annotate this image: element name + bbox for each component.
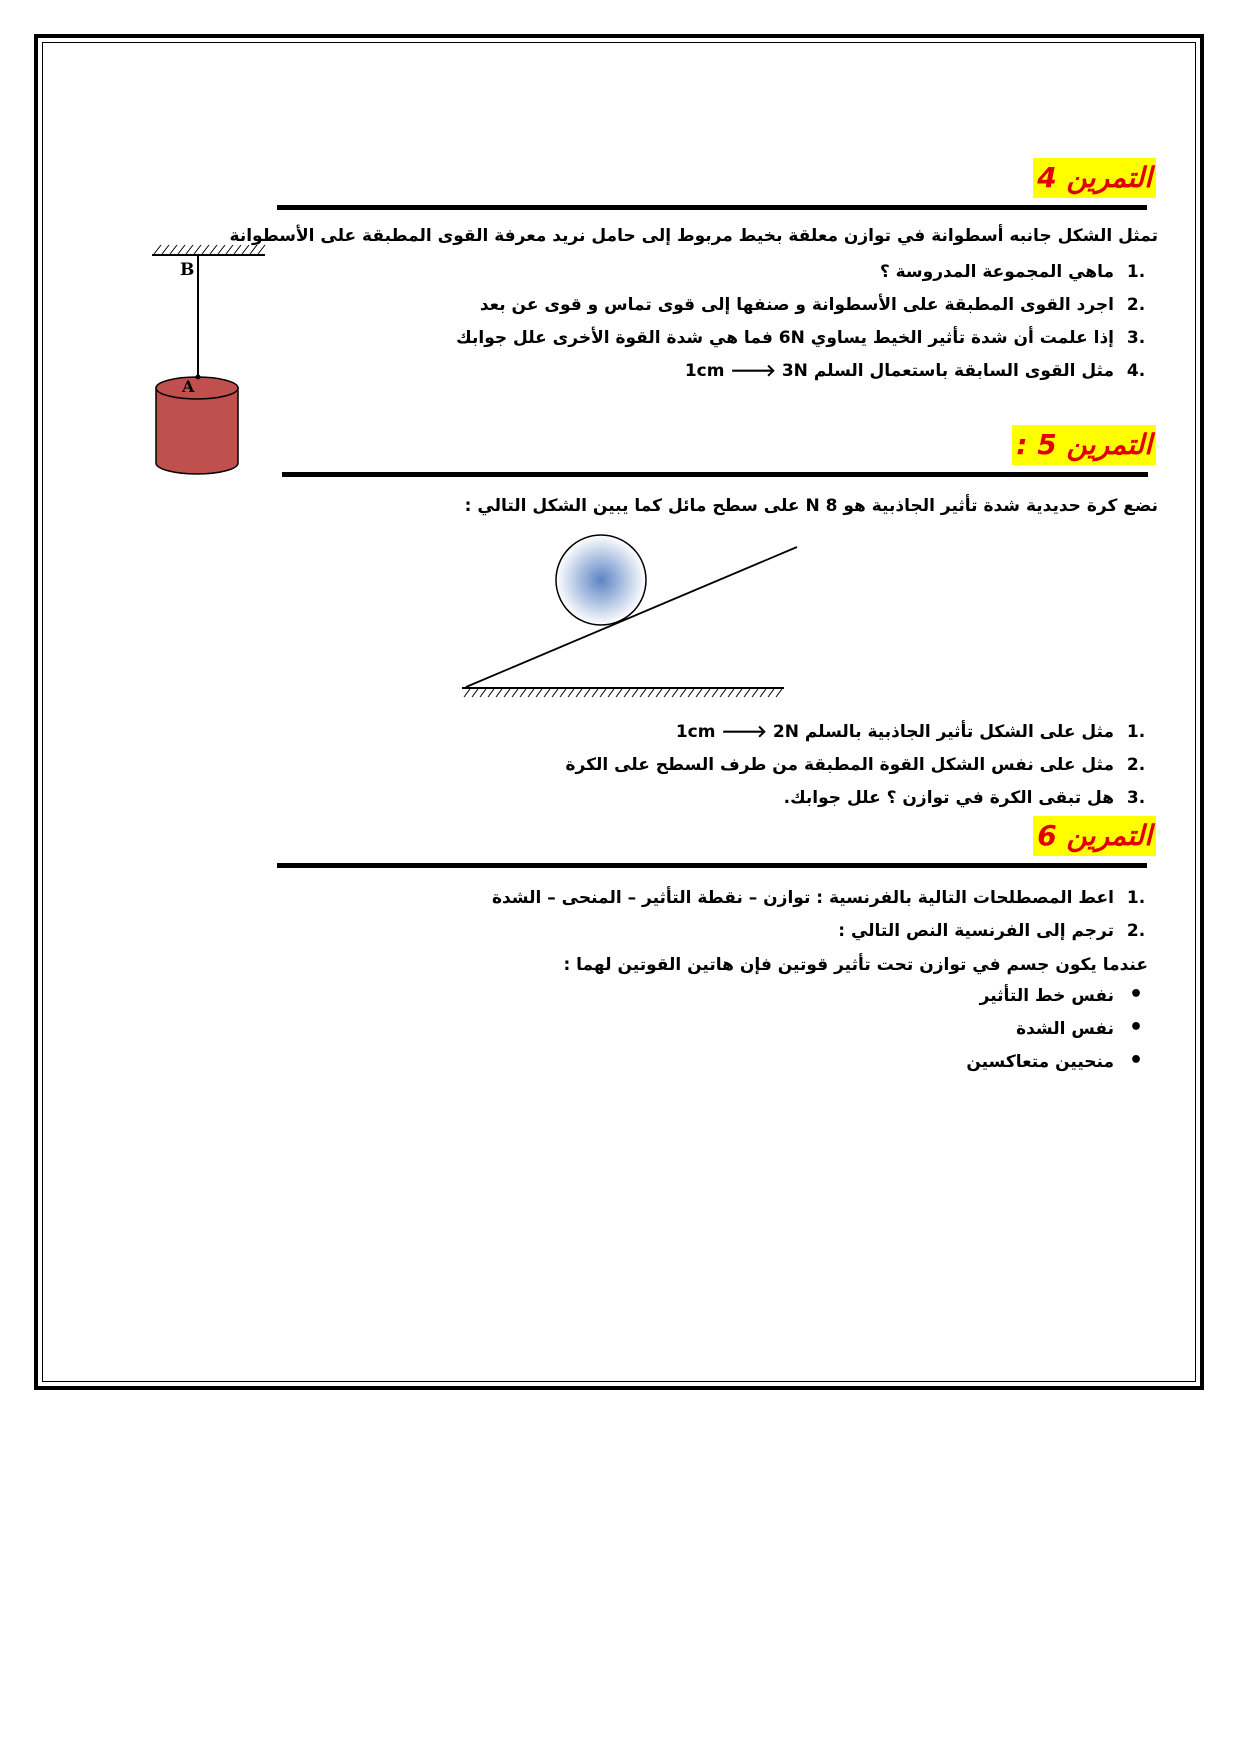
list-item: .2 اجرد القوى المطبقة على الأسطوانة و صنفها إلى قوى تماس و قوى عن بعد [479,295,1146,315]
exercise-4-title: التمرين 4 [1033,158,1156,198]
exercise-4-intro: تمثل الشكل جانبه أسطوانة في توازن معلقة بخيط مربوط إلى حامل نريد معرفة القوى المطبقة على الأسطوانة [229,226,1158,246]
exercise-4-rule [277,205,1147,210]
cylinder-top [156,377,238,399]
ground-hatching [464,689,782,697]
exercise-6-title: التمرين 6 [1033,816,1156,856]
hanging-cylinder-figure [140,238,280,488]
exercise-4-questions [456,256,1158,388]
list-item: • نفس الشدة [1016,1015,1144,1040]
list-item: .3 هل تبقى الكرة في توازن ؟ علل جوابك. [783,788,1146,808]
support-hatching [154,245,265,254]
label-a: A [182,377,195,396]
list-item: .2 ترجم إلى الفرنسية النص التالي : [838,921,1146,941]
iron-ball [556,535,646,625]
inclined-plane-figure [462,530,802,705]
point-a [196,375,201,380]
exercise-5-title: التمرين 5 : [1012,425,1156,465]
list-item: .4 مثل القوى السابقة باستعمال السلم 1cm 🡒 3N [684,361,1146,381]
list-item: • منحيين متعاكسين [966,1048,1144,1073]
label-b: B [180,260,195,280]
exercise-6-rule [277,863,1147,868]
exercise-6-bullets [966,980,1158,1079]
list-item: .1 ماهي المجموعة المدروسة ؟ [879,262,1146,282]
list-item: .1 اعط المصطلحات التالية بالفرنسية : توازن – نقطة التأثير – المنحى – الشدة [491,888,1146,908]
exercise-6-questions [492,882,1158,948]
exercise-5-questions [565,716,1158,815]
list-item: .3 إذا علمت أن شدة تأثير الخيط يساوي 6N فما هي شدة القوة الأخرى علل جوابك [456,328,1146,348]
cylinder-body [156,388,238,474]
exercise-5-intro: نضع كرة حديدية شدة تأثير الجاذبية هو 8 N على سطح مائل كما يبين الشكل التالي : [464,496,1158,516]
list-item: .2 مثل على نفس الشكل القوة المطبقة من طرف السطح على الكرة [565,755,1146,775]
exercise-6-text: عندما يكون جسم في توازن تحت تأثير قوتين فإن هاتين القوتين لهما : [563,955,1148,975]
list-item: .1 مثل على الشكل تأثير الجاذبية بالسلم 1cm 🡒 2N [675,722,1146,742]
list-item: • نفس خط التأثير [979,982,1144,1007]
exercise-5-rule [282,472,1148,477]
